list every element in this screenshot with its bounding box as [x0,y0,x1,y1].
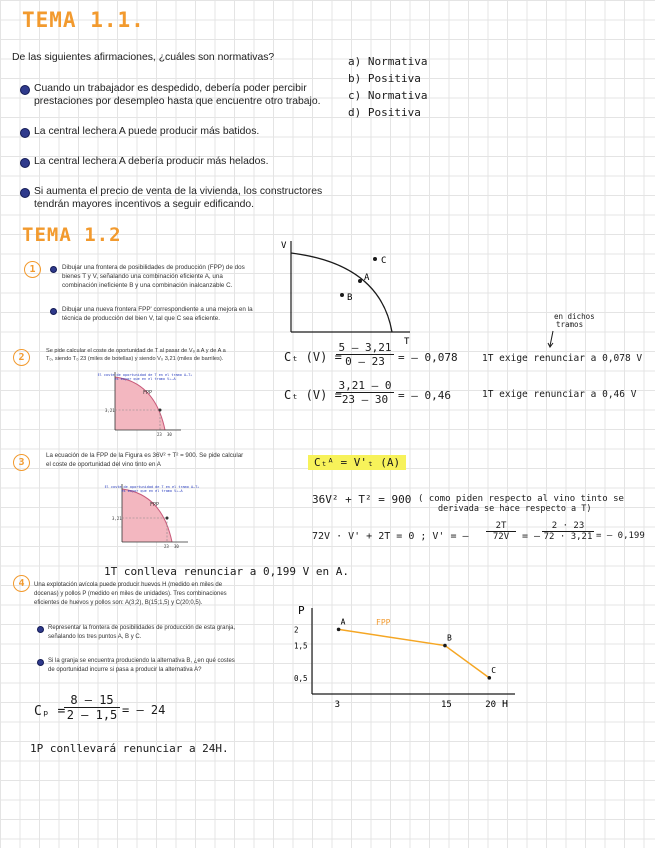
ex2-figure [97,372,193,438]
ex2-eq2-lhs: Cₜ (V) = [284,388,342,402]
ex4-text-line1: Una explotación avícola puede producir huevos H (medido en miles de [34,582,223,588]
ex3-text-line1: La ecuación de la FPP de la Figura es 36V² + T² = 900. Se pide calcular [46,452,244,459]
point-c-label: C [381,256,387,266]
x-tick-label: 20 [485,700,497,710]
ex4-b1-line2: señalando los tres puntos A, B y C. [48,634,142,640]
item-1-line1: Cuando un trabajador es despedido, debería poder percibir [34,83,307,94]
ex3-fpp-label: FPP [150,502,160,508]
fpp-series-line [339,629,490,677]
ex3-eq1-note-1: ( como piden respecto al vino tinto se [418,494,624,504]
bullet-icon [20,85,30,95]
ex4-fpp-chart [290,600,520,710]
bullet-icon [37,626,44,633]
ex3-eq2-rhs: = – 0,199 [596,531,645,541]
y-tick-label: 1,5 [294,641,308,651]
ex3-xtick-1: 23 [164,544,169,549]
ex3-frac-2-num: 2 · 23 [542,521,594,532]
ex3-eq2-eq: = – [522,531,541,542]
ex4-cp-lhs: Cₚ = [34,704,66,719]
ex2-caption-2: es mayor que en el tramo V₀–A [114,377,176,381]
ex2-eq2-fraction [336,379,394,406]
tema11-title: TEMA 1.1. [22,8,145,32]
ex2-text-line1: Se pide calcular el coste de oportunidad de T al pasar de V₀ a A y de A a [46,348,226,354]
bullet-icon [50,308,57,315]
ex1-b2-line1: Dibujar una nueva frontera FPP' correspondiente a una mejora en la [62,306,253,313]
ex1-b1-line2: bienes T y V, señalando una combinación eficiente A, una [62,273,223,280]
chart-title: FPP [376,618,391,627]
point-b-label: B [347,293,353,303]
ex3-text-line2: el coste de oportunidad del vino tinto en A [46,461,161,468]
fpp-point [487,676,491,680]
ex3-xtick-2: 30 [174,544,179,549]
point-c-dot [373,257,377,261]
ex4-text-line2: docenas) y pollos P (medido en miles de unidades). Tres combinaciones [34,591,227,597]
ex3-conclusion: 1T conlleva renunciar a 0,199 V en A. [104,565,350,578]
tema11-question: De las siguientes afirmaciones, ¿cuáles son normativas? [12,52,275,63]
ex1-fpp-curve [291,253,392,332]
note-line1: en dichos [554,312,595,321]
ex4-cp-den: 2 – 1,5 [66,708,118,722]
ex2-text-line2: T₀, siendo T₀ 23 (miles de botellas) y siendo V₀ 3,21 (miles de barriles). [46,356,224,362]
bullet-icon [37,659,44,666]
ex4-b2-line2: de oportunidad incurre si pasa a producir la alternativa A? [48,667,202,673]
ex2-eq2-den: 23 – 30 [341,393,389,406]
bullet-icon [50,266,57,273]
bullet-icon [20,188,30,198]
ex1-b1-line3: combinación ineficiente B y una combinación inalcanzable C. [62,282,233,289]
y-tick-label: 2 [294,625,299,635]
ex2-caption-1: El coste de oportunidad de T en el tramo A–T₀ [97,373,193,377]
ex4-cp-fraction [64,693,120,722]
exercise-2-number: 2 [13,349,30,366]
ex3-eq1-note-2: derivada se hace respecto a T) [438,504,592,514]
x-tick-label: 3 [334,700,341,710]
item-2: La central lechera A puede producir más batidos. [34,126,260,137]
point-a-label: A [364,273,370,283]
ex3-caption-1: El coste de oportunidad de T en el tramo A–T₀ [104,485,200,489]
ex3-fpp-fill [122,489,172,542]
ex2-xtick-1: 23 [157,432,162,437]
ex1-xlabel: T [404,337,410,347]
fpp-point [443,644,447,648]
ex2-fpp-fill [115,377,165,430]
fpp-point-label: A [340,617,346,627]
ex3-frac-1-den: 72V [492,532,510,542]
exercise-1-number: 1 [24,261,41,278]
chart-xlabel: H [502,699,509,710]
tema12-title: TEMA 1.2 [22,224,122,246]
ex3-figure [104,484,200,550]
ex3-caption-2: es mayor que en el tramo V₀–A [121,489,183,493]
ex2-eq2-note: 1T exige renunciar a 0,46 V [482,389,637,400]
ex3-frac-1-num: 2T [486,521,516,532]
ex4-cp-rhs: = – 24 [122,703,166,717]
y-tick-label: 0,5 [294,673,308,683]
bullet-icon [20,158,30,168]
fpp-point-label: B [446,633,452,643]
ex3-frac-1 [486,521,516,542]
ex2-eq1-den: 0 – 23 [345,355,385,368]
ex1-b1-line1: Dibujar una frontera de posibilidades de producción (FPP) de dos [62,264,245,271]
answer-a: a) Normativa [348,55,428,68]
bullet-icon [20,128,30,138]
ex2-eq2-rhs: = – 0,46 [398,389,451,402]
ex2-xtick-2: 30 [167,432,172,437]
ex4-b1-line1: Representar la frontera de posibilidades de producción de esta granja, [48,625,236,631]
ex4-cp-num: 8 – 15 [64,693,120,708]
ex2-ytick: 3,21 [105,408,115,413]
point-a-dot [358,279,362,283]
ex2-eq1-rhs: = – 0,078 [398,351,458,364]
answer-d: d) Positiva [348,106,421,119]
x-tick-label: 15 [440,700,452,710]
ex3-ytick: 3,21 [112,516,122,521]
ex1-fpp-graph [280,236,420,347]
note-arrow-icon [548,331,558,351]
ex3-frac-2 [542,521,594,542]
ex2-eq1-note: 1T exige renunciar a 0,078 V [482,353,643,364]
item-3: La central lechera A debería producir más helados. [34,156,269,167]
point-b-dot [340,293,344,297]
fpp-point-label: C [491,665,497,675]
fpp-point [337,628,341,632]
exercise-4-number: 4 [13,575,30,592]
ex3-highlight: Cₜᴬ = V'ₜ (A) [308,455,406,470]
ex2-eq2-num: 3,21 – 0 [336,379,394,393]
answer-c: c) Normativa [348,89,428,102]
item-4-line2: tendrán mayores incentivos a seguir edificando. [34,199,255,210]
ex1-ylabel: V [281,241,287,251]
ex3-eq1: 36V² + T² = 900 [312,493,412,506]
ex2-eq1-lhs: Cₜ (V) = [284,350,342,364]
ex3-frac-2-den: 72 · 3,21 [543,532,593,542]
ex4-b2-line1: Si la granja se encuentra produciendo la alternativa B, ¿en qué costes [48,658,235,664]
item-4-line1: Si aumenta el precio de venta de la vivienda, los constructores [34,186,323,197]
answer-b: b) Positiva [348,72,421,85]
ex2-eq1-num: 5 – 3,21 [336,341,394,355]
ex1-b2-line2: técnica de producción del bien V, tal que C sea eficiente. [62,315,220,322]
chart-ylabel: P [298,604,305,617]
ex4-conclusion: 1P conllevará renunciar a 24H. [30,742,229,755]
note-line2: tramos [556,320,584,329]
ex2-eq1-fraction [336,341,394,368]
item-1-line2: prestaciones por desempleo hasta que encuentre otro trabajo. [34,96,321,107]
ex4-text-line3: eficientes de huevos y pollos son: A(3;2), B(15;1,5) y C(20;0,5). [34,600,203,606]
ex3-eq2-lhs: 72V · V' + 2T = 0 ; V' = – [312,531,469,542]
exercise-3-number: 3 [13,454,30,471]
ex2-fpp-label: FPP [143,390,153,396]
